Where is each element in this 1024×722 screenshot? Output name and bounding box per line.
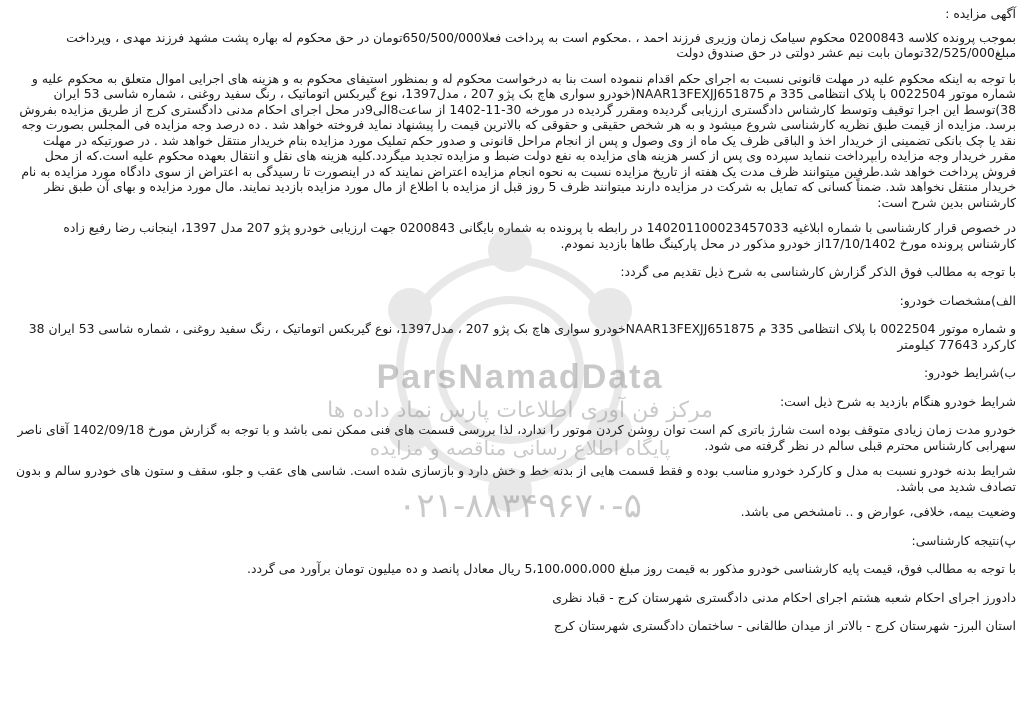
paragraph-insurance-status: وضعیت بیمه، خلافی، عوارض و .. نامشخص می باشد. <box>740 504 1016 519</box>
paragraph-case: بموجب پرونده کلاسه 0200843 محکوم سیامک زمان وزیری فرزند احمد ، .محکوم است به پرداخت فعلا650/500/000تومان در حق محکوم له بهاره پشت مشهد فرزند مهدی ، وپرداخت مبلغ32/525/000تومان بابت نیم عشر دولتی در حق صندوق دولت <box>66 29 1016 60</box>
paragraph-auction-terms: با توجه به اینکه محکوم علیه در مهلت قانونی نسبت به اجرای حکم اقدام ننموده است بنا به درخواست محکوم له و بمنظور استیفای محکوم به و هزینه های اجرایی اموال متعلق به محکوم علیه و شماره موتور 0022504 با پلاک انتظامی 335 م NAAR13FEXJJ651875(خودرو سواری هاچ بک پژو 207 ، مدل1397، نوع گیربکس اتوماتیک ، رنگ سفید روغنی ، شماره شاسی 53 ایران 38)توسط این اجرا توقیف وتوسط کارشناس دادگستری ارزیابی گردیده ومقرر گردیده در مورخه 30-11-1402 از ساعت8الی9در محل اجرای احکام مدنی دادگستری کرج از طریق مزایده بفروش برسد. مزایده از قیمت طبق نظریه کارشناسی شروع میشود و به هر شخص حقیقی و حقوقی که بالاترین قیمت را پیشنهاد نماید فروخته خواهد شد . ده درصد وجه مزایده فی المجلس بصورت وجه نقد یا چک بانکی تضمینی از خریدار اخذ و الباقی ظرف یک ماه از وی وصول و پس از انجام مراحل قانونی و صدور حکم تملیک مورد مزایده بنام خریدار منتقل خواهد شد . در صورتیکه در مهلت مقرر خریدار وجه مزایده رابپرداخت ننماید سپرده وی پس از کسر هزینه های مزایده به نفع دولت ضبط و مزایده تجدید میگردد.کلیه هزینه های نقل و انتقال بعهده محکوم علیه است.که از محل فروش پرداخت خواهد شد.طرفین میتوانند ظرف مدت یک هفته از تاریخ مزایده نسبت به نحوه انجام مزایده اعتراض نمایند که در اینصورت تا رسیدگی به اعتراض از سوی دادگاه مورد مزایده به نام خریدار منتقل نخواهد شد. ضمناً کسانی که تمایل به شرکت در مزایده دارند میتوانند ظرف 5 روز قبل از مزایده با اطلاع از مال مورد مزایده بازدید نمایند. مال مورد مزایده و بهای آن طبق نظر کارشناس بدین شرح است: <box>19 70 1016 210</box>
paragraph-body-condition: شرایط بدنه خودرو نسبت به مدل و کارکرد خودرو مناسب بوده و فقط قسمت هایی از بدنه خط و خش دارد و بازسازی شده است. شاسی های عقب و جلو، سقف و ستون های خودرو سالم و بدون تصادف شدید می باشد. <box>16 463 1016 494</box>
heading-vehicle-condition: ب)شرایط خودرو: <box>923 365 1016 380</box>
heading-vehicle-specs: الف)مشخصات خودرو: <box>899 292 1016 308</box>
paragraph-valuation: با توجه به مطالب فوق، قیمت پایه کارشناسی خودرو مذکور به قیمت روز مبلغ 5،100،000،000 ریال معادل پانصد و ده میلیون تومان برآورد می گردد. <box>247 561 1016 576</box>
paragraph-address: استان البرز- شهرستان کرج - بالاتر از میدان طالقانی - ساختمان دادگستری شهرستان کرج <box>553 618 1016 633</box>
watermark-phone: ۰۲۱-۸۸۳۴۹۶۷۰-۵ <box>398 486 642 526</box>
heading-expert-result: پ)نتیجه کارشناسی: <box>911 532 1016 548</box>
watermark-line2: پایگاه اطلاع رسانی مناقصه و مزایده <box>369 436 671 460</box>
paragraph-vehicle-specs: و شماره موتور 0022504 با پلاک انتظامی 335 م NAAR13FEXJJ651875خودرو سواری هاچ بک پژو 207 ، مدل1397، نوع گیربکس اتوماتیک ، رنگ سفید روغنی ، شماره شاسی 53 ایران 38 کارکرد 77643 کیلومتر <box>28 321 1016 352</box>
paragraph-condition-intro: شرایط خودرو هنگام بازدید به شرح ذیل است: <box>779 393 1016 409</box>
watermark-line1: مرکز فن آوری اطلاعات پارس نماد داده ها <box>327 398 713 423</box>
notice-title: آگهی مزایده : <box>945 6 1016 21</box>
paragraph-bailiff: دادورز اجرای احکام شعبه هشتم اجرای احکام مدنی دادگستری شهرستان کرج - قباد نظری <box>552 589 1016 605</box>
paragraph-expert-order: در خصوص قرار کارشناسی با شماره ابلاغیه 140201100023457033 در رابطه با پرونده به شماره بایگانی 0200843 جهت ارزیابی خودرو پژو 207 مدل 1397، اینجانب رضا رفیع زاده کارشناس پرونده مورخ 17/10/1402از خودرو مذکور در محل پارکینگ طاها بازدید نمودم. <box>63 220 1016 251</box>
paragraph-engine-condition: خودرو مدت زمان زیادی متوقف بوده است شارژ باتری کم است توان روشن کردن موتور را ندارد، لذا بررسی قسمت های فنی ممکن نمی باشد و با توجه به گزارش مورخ 1402/09/18 آقای ناصر سهرابی کارشناس محترم قبلی سالم در نظر گرفته می شود. <box>17 422 1016 453</box>
watermark-brand: ParsNamadData <box>376 358 664 396</box>
paragraph-report-intro: با توجه به مطالب فوق الذکر گزارش کارشناسی به شرح ذیل تقدیم می گردد: <box>620 264 1016 279</box>
